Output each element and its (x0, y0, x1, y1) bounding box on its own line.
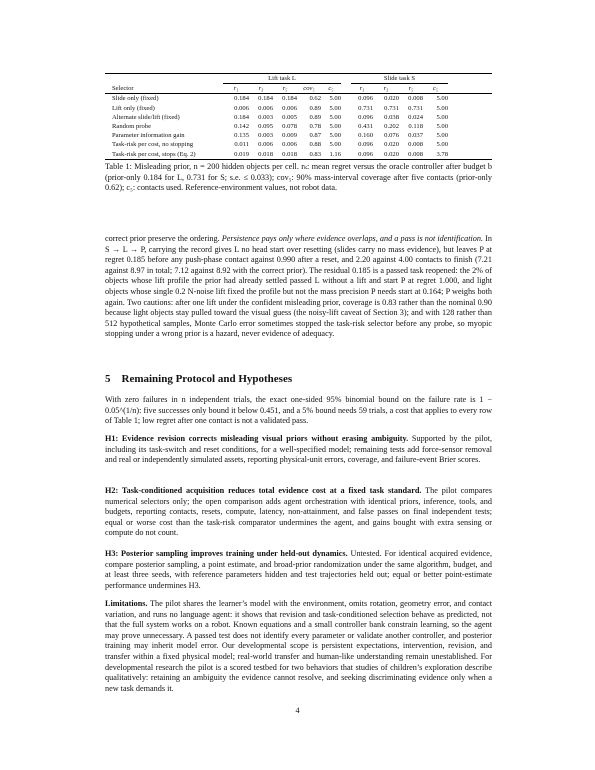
cell-tail (448, 122, 492, 131)
cell-lift: 5.00 (329, 95, 341, 103)
cell-lift: 0.78 (309, 123, 321, 131)
cell-lift: 0.006 (282, 141, 297, 149)
row-label: Task-risk per cost, stops (Eq. 2) (112, 150, 196, 158)
column-header-lift-2: r₅ (282, 85, 288, 93)
section-heading (105, 373, 292, 385)
hypothesis-h3-text: Untested. For identical acquired evidence, compare posterior sampling, a point estimate, and broad-prior randomization under the same algorithm, budget, and at least three seeds, with reference parameters hidden and test trajectories held out; equal or better point-estimate performance undermines H3. (105, 549, 492, 590)
hypothesis-h1-head: H1: Evidence revision corrects misleading visual priors without erasing ambiguity. (105, 434, 409, 443)
cell-lift: 0.018 (258, 150, 273, 158)
column-header-slide-1: r₃ (383, 85, 389, 93)
cell-lift: 0.006 (282, 104, 297, 112)
cell-slide: 0.096 (358, 141, 373, 149)
cell-lift: 0.142 (234, 123, 249, 131)
cell-lift: 0.006 (234, 104, 249, 112)
section-number: 5 (105, 373, 111, 385)
cell-lift: 0.184 (282, 95, 297, 103)
table-row (105, 94, 492, 104)
cell-slide: 0.096 (358, 150, 373, 158)
limitations-head: Limitations. (105, 599, 148, 608)
cell-tail (448, 113, 492, 122)
hypothesis-h1-text: Supported by the pilot, including its task-switch and reset conditions, for a well-specified model; remaining tests add force-sensor removal and real or independently simulated assets, reporting physical-unit errors, coverage, and failure-event Brier scores. (105, 434, 493, 465)
cell-slide: 0.020 (384, 150, 399, 158)
cell-slide: 0.024 (408, 113, 423, 121)
table-row (105, 122, 492, 131)
cell-lift: 0.184 (234, 95, 249, 103)
row-label: Parameter information gain (112, 132, 185, 140)
column-header-lift-3: cov₅ (303, 85, 315, 93)
header-spacer (105, 74, 223, 84)
cell-tail (448, 150, 492, 160)
cell-tail (448, 140, 492, 149)
cell-gap (341, 104, 351, 113)
paragraph-ordering-lead: correct prior preserve the ordering. (105, 234, 222, 243)
column-header-slide-2: r₅ (408, 85, 414, 93)
row-label: Slide only (fixed) (112, 95, 159, 103)
hypothesis-h3-head: H3: Posterior sampling improves training under held-out dynamics. (105, 549, 348, 558)
limitations-paragraph (105, 599, 492, 694)
cell-lift: 0.009 (282, 132, 297, 140)
section-title: Remaining Protocol and Hypotheses (121, 373, 293, 385)
cell-slide: 5.00 (436, 141, 448, 149)
page-number: 4 (295, 706, 300, 715)
column-header-lift-4: c₅ (328, 85, 334, 93)
cell-lift: 0.89 (309, 104, 321, 112)
cell-slide: 0.008 (408, 141, 423, 149)
hypothesis-h2 (105, 486, 492, 539)
header-gap (341, 84, 351, 94)
cell-slide: 0.020 (384, 141, 399, 149)
cell-lift: 0.184 (258, 95, 273, 103)
cell-slide: 0.038 (384, 113, 399, 121)
column-header-lift-0: r₁ (233, 85, 239, 93)
cell-lift: 0.88 (309, 141, 321, 149)
cell-gap (341, 140, 351, 149)
row-label: Lift only (fixed) (112, 104, 155, 112)
table-row (105, 113, 492, 122)
cell-slide: 0.096 (358, 95, 373, 103)
cell-lift: 0.018 (282, 150, 297, 158)
paragraph-ordering (105, 234, 492, 340)
hypothesis-h1 (105, 434, 492, 466)
column-header-slide-0: r₁ (359, 85, 365, 93)
cell-slide: 0.160 (358, 132, 373, 140)
cell-slide: 0.731 (408, 104, 423, 112)
cell-slide: 5.00 (436, 113, 448, 121)
cell-lift: 5.00 (329, 123, 341, 131)
header-tail (448, 84, 492, 94)
paragraph-ordering-emphasis: Persistence pays only where evidence overlaps, and a pass is not identification. (221, 234, 484, 243)
cell-lift: 0.019 (234, 150, 249, 158)
cell-lift: 1.16 (329, 150, 341, 158)
cell-slide: 0.202 (384, 123, 399, 131)
cell-gap (341, 122, 351, 131)
cell-gap (341, 131, 351, 140)
results-table (105, 73, 492, 160)
cell-lift: 0.006 (258, 141, 273, 149)
table-row (105, 150, 492, 160)
column-header-lift-1: r₃ (258, 85, 264, 93)
cell-lift: 0.135 (234, 132, 249, 140)
hypothesis-h3 (105, 549, 492, 591)
cell-slide: 5.00 (436, 104, 448, 112)
hypothesis-h2-text: The pilot compares numerical selectors only; the open comparison adds agent orchestration with identical priors, inference, tools, and budgets, reporting contacts, resets, compute, latency, non-attainment, and false passes on final independent tests; equal or worse cost than the task-risk comparator undermines the agent, and gains bought with extra sensing or compute do not count. (105, 486, 492, 538)
paragraph-binomial: With zero failures in n independent trials, the exact one-sided 95% binomial bound on the failure rate is 1 − 0.05^(1/n): five successes only bound it below 0.451, and a 5% bound needs 59 trials, a cost that applies to every row of Table 1; low regret after one contact is not a validated pass. (105, 395, 492, 426)
cell-lift: 0.006 (258, 104, 273, 112)
cell-slide: 0.076 (384, 132, 399, 140)
table-row (105, 131, 492, 140)
cell-lift: 5.00 (329, 113, 341, 121)
cell-slide: 0.037 (408, 132, 423, 140)
cell-slide: 0.020 (384, 95, 399, 103)
table-caption: Table 1: Misleading prior, n = 200 hidden objects per cell. rₖ: mean regret versus the oracle controller after budget b (prior-only 0.184 for L, 0.731 for S; s.e. ≤ 0.033); cov₅: 90% mass-interval coverage after five contacts (prior-only 0.62); c₅: contacts used. Reference-environment values, not robot data. (105, 162, 492, 193)
cell-lift: 0.003 (258, 132, 273, 140)
row-label: Task-risk per cost, no stopping (112, 141, 194, 149)
table-row (105, 104, 492, 113)
table-row (105, 140, 492, 149)
paragraph-ordering-rest: In S → L → P, carrying the record gives L no head start over resetting (slides carry no mass evidence), but leaves P at regret 0.185 before any push-phase contact against 0.990 after a reset, and 2.20 against 4.00 contacts to finish (7.21 against 8.97 in total; 7.12 against 8.92 with the correct prior). The residual 0.185 is a passed task reopened: the 2% of objects whose lift profile the prior had already settled passed L without a lift and start P at regret 1.000, and light objects whose single 0.2 N-noise lift fixed the profile but not the mass precision P needs start at 0.164; P weighs both again. Two cautions: after one lift under the confident misleading prior, coverage is 0.83 rather than the nominal 0.90 because light objects stay pulled toward the visual guess (the noisy-lift caveat of Section 3); and with 128 rather than 512 hypothetical samples, Monte Carlo error sometimes stopped the task-risk selector before any probe, so myopic stopping under a wrong prior is a hazard, never evidence of adequacy. (105, 234, 492, 339)
cell-gap (341, 113, 351, 122)
cell-slide: 0.431 (358, 123, 373, 131)
cell-gap (341, 94, 351, 104)
cell-lift: 5.00 (329, 132, 341, 140)
cell-tail (448, 104, 492, 113)
cell-slide: 0.731 (358, 104, 373, 112)
cell-slide: 0.731 (384, 104, 399, 112)
cell-lift: 5.00 (329, 141, 341, 149)
cell-lift: 0.011 (234, 141, 249, 149)
cell-slide: 0.096 (358, 113, 373, 121)
cell-lift: 0.87 (309, 132, 321, 140)
results-table-grid (105, 73, 492, 160)
cell-lift: 0.83 (309, 150, 321, 158)
limitations-text: The pilot shares the learner’s model with the environment, omits rotation, geometry error, and contact variation, and runs no language agent: it shows that revision and task-conditioned selection behave as predicted, not that the full system works on a robot. Known equations and a small controller bank constrain learning, so the agent may prove unnecessary. A passed test does not identify every parameter or validate another controller, and posterior training may inherit model error. Our developmental scope is persistent expectations, intervention, revision, and transfer within a fixed physical model; real-world transfer and human-like understanding remain unestablished. For developmental research the pilot is a scored testbed for two behaviors that studies of children’s exploration describe qualitatively: retaining an ambiguity the evidence cannot resolve, and seeking discriminating evidence only when a new task demands it. (105, 599, 492, 693)
cell-lift: 0.184 (234, 113, 249, 121)
cell-lift: 0.005 (282, 113, 297, 121)
cell-slide: 0.008 (408, 95, 423, 103)
cell-slide: 0.118 (408, 123, 423, 131)
cell-slide: 5.00 (436, 95, 448, 103)
cell-lift: 0.62 (309, 95, 321, 103)
column-header-selector: Selector (112, 84, 134, 92)
cell-lift: 0.095 (258, 123, 273, 131)
group-header-lift: Lift task L (223, 74, 341, 84)
cell-lift: 0.003 (258, 113, 273, 121)
cell-slide: 5.00 (436, 123, 448, 131)
cell-slide: 3.78 (436, 150, 448, 158)
row-label: Random probe (112, 123, 152, 131)
hypothesis-h2-head: H2: Task-conditioned acquisition reduces total evidence cost at a fixed task standard. (105, 486, 422, 495)
cell-slide: 0.008 (408, 150, 423, 158)
cell-lift: 0.89 (309, 113, 321, 121)
cell-slide: 5.00 (436, 132, 448, 140)
cell-gap (341, 150, 351, 160)
column-header-slide-3: c₅ (432, 85, 439, 93)
group-header-slide: Slide task S (351, 74, 448, 84)
cell-lift: 5.00 (329, 104, 341, 112)
cell-tail (448, 131, 492, 140)
cell-lift: 0.078 (282, 123, 297, 131)
cell-tail (448, 94, 492, 104)
row-label: Alternate slide/lift (fixed) (112, 113, 180, 121)
